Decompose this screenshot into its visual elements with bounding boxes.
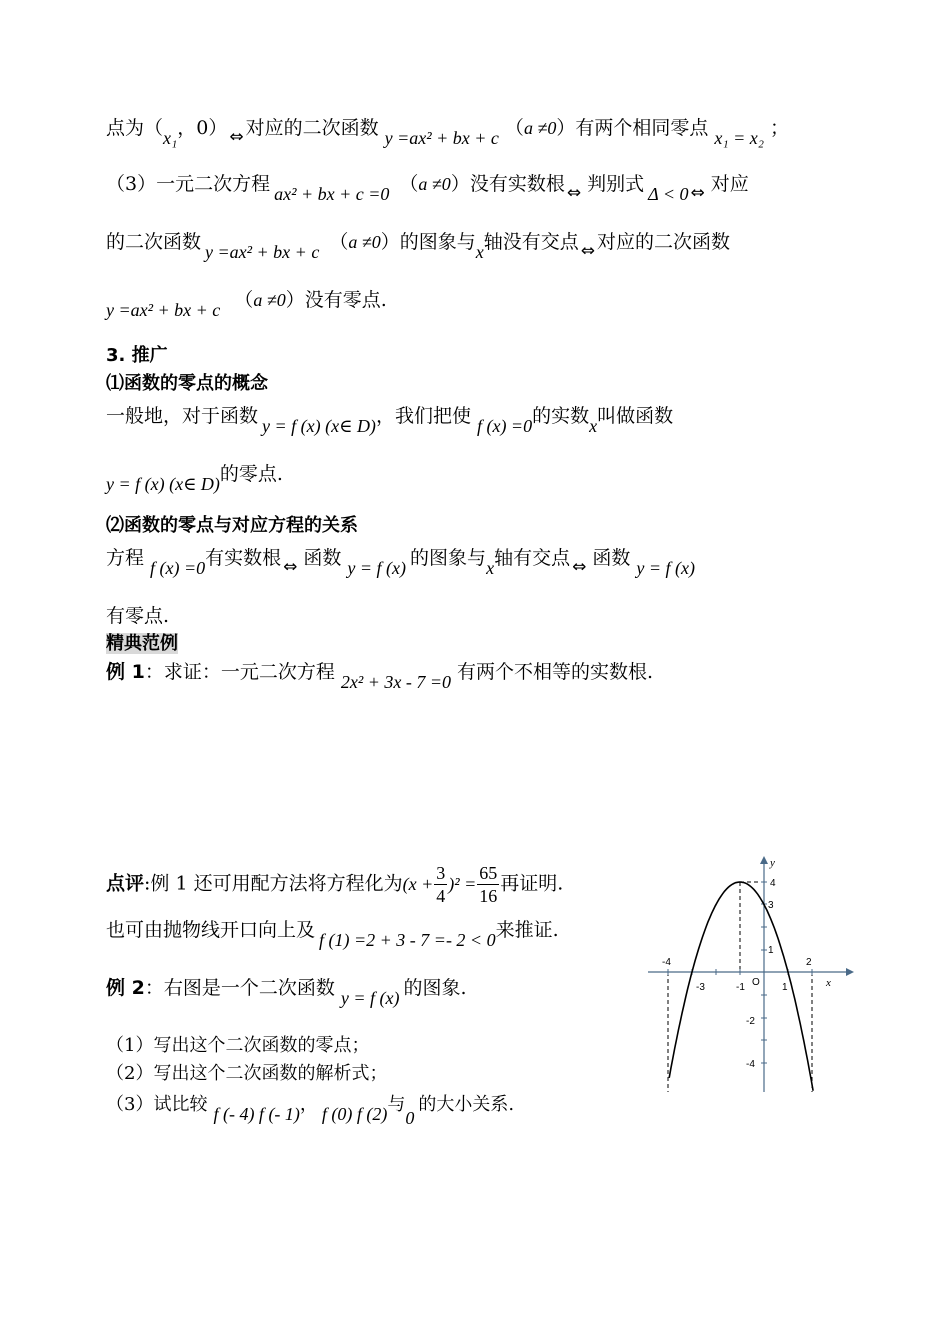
iff-symbol: ⇔ [580,241,595,261]
paragraph-line-5: 一般地，对于函数 y = f (x) (x∈ D)，我们把使 f (x) =0的实数x叫做函数 [106,405,674,436]
math-function: y = f (x) (x∈ D) [262,416,376,436]
math-a-nonzero: a ≠0 [253,290,286,310]
example-1: 例 1：求证：一元二次方程 2x² + 3x - 7 =0 有两个不相等的实数根. [106,661,654,692]
question-2: （2）写出这个二次函数的解析式； [106,1063,388,1084]
x-tick-label: -3 [696,982,705,993]
x-tick-label: -1 [736,982,745,993]
paragraph-line-3: 的二次函数 y =ax² + bx + c （a ≠0）的图象与x轴没有交点 ⇔ 对应的二次函数 [106,231,731,262]
math-a-nonzero: a ≠0 [418,174,451,194]
section-heading: 3. 推广 [106,345,168,366]
iff-symbol: ⇔ [690,183,705,203]
x-axis-label: x [826,977,831,989]
fraction-65-16: $\frac{65}{16}$ [479,863,498,906]
math-x1-eq-x2: x₁ = x₂ [714,128,764,148]
math-quadratic: y =ax² + bx + c [205,242,320,262]
question-3: （3）试比较 f (- 4) f (- 1)， f (0) f (2)与0的大小关系. [106,1094,515,1128]
y-tick-label: 1 [768,945,774,956]
math-x: x [589,416,598,436]
comment-line-1: 点评:例 1 还可用配方法将方程化为(x + $\frac{3}{4}$ )² = $\frac{65}{16}$ 再证明. [106,863,564,906]
math-equation: 2x² + 3x - 7 =0 [340,672,452,692]
math-quadratic: y =ax² + bx + c [384,128,499,148]
math-f-zero: f (x) =0 [476,416,533,436]
math-f-zero: f (x) =0 [150,558,206,578]
iff-symbol: ⇔ [572,557,587,577]
paragraph-line-1: 点为（x₁，0） ⇔ 对应的二次函数 y =ax² + bx + c （a ≠0）有两个相同零点 x₁ = x₂ ； [106,117,789,148]
math-inequality: f (1) =2 + 3 - 7 =- 2 < 0 [319,930,496,950]
math-product: f (0) f (2) [321,1104,388,1124]
y-tick-label: 3 [768,900,774,911]
math-x1: x₁ [163,128,178,148]
math-function: y = f (x) [636,558,695,578]
iff-symbol: ⇔ [566,183,582,203]
math-delta: Δ < 0 [648,184,689,204]
y-axis-arrow [760,856,768,864]
section-title: 精典范例 [106,633,178,654]
math-a-nonzero: a ≠0 [348,232,381,252]
paragraph-line-8: 有零点. [106,605,170,627]
parabola-graph [648,852,858,1094]
math-function: y = f (x) [340,988,400,1008]
subsection-heading: ⑵函数的零点与对应方程的关系 [106,515,358,536]
paragraph-line-6: y = f (x) (x∈ D)的零点. [106,463,283,494]
x-tick-label: 1 [782,982,788,993]
x-axis-arrow [846,968,854,976]
math-function: y = f (x) (x∈ D) [106,474,220,494]
fraction-3-4: $\frac{3}{4}$ [436,863,446,906]
subsection-heading: ⑴函数的零点的概念 [106,373,268,394]
math-x: x [486,558,495,578]
math-equation: ax² + bx + c =0 [274,184,390,204]
math-x: x [475,242,484,262]
x-tick-label: -4 [662,957,671,968]
paragraph-line-2: （3）一元二次方程 ax² + bx + c =0 （a ≠0）没有实数根 ⇔ 判别式 Δ < 0 ⇔ 对应 [106,173,749,204]
y-tick-label: -4 [746,1059,755,1070]
comment-line-2: 也可由抛物线开口向上及 f (1) =2 + 3 - 7 =- 2 < 0来推证. [106,919,559,950]
x-tick-label: 2 [806,957,812,968]
iff-symbol: ⇔ [229,127,244,147]
paragraph-line-4: y =ax² + bx + c （a ≠0）没有零点. [106,289,387,320]
iff-symbol: ⇔ [283,557,298,577]
math-quadratic: y =ax² + bx + c [106,300,221,320]
y-tick-label: -2 [746,1016,755,1027]
origin-label: O [752,977,760,988]
example-2: 例 2：右图是一个二次函数 y = f (x) 的图象. [106,977,467,1008]
question-1: （1）写出这个二次函数的零点； [106,1035,370,1056]
math-function: y = f (x) [347,558,407,578]
math-zero: 0 [405,1108,415,1128]
paragraph-line-7: 方程 f (x) =0有实数根 ⇔ 函数 y = f (x) 的图象与x轴有交点 ⇔ 函数 y = f (x) [106,547,695,578]
y-tick-label: 4 [770,878,776,889]
math-product: f (- 4) f (- 1) [213,1104,300,1124]
y-axis-label: y [770,857,775,869]
math-a-nonzero: a ≠0 [523,118,557,138]
